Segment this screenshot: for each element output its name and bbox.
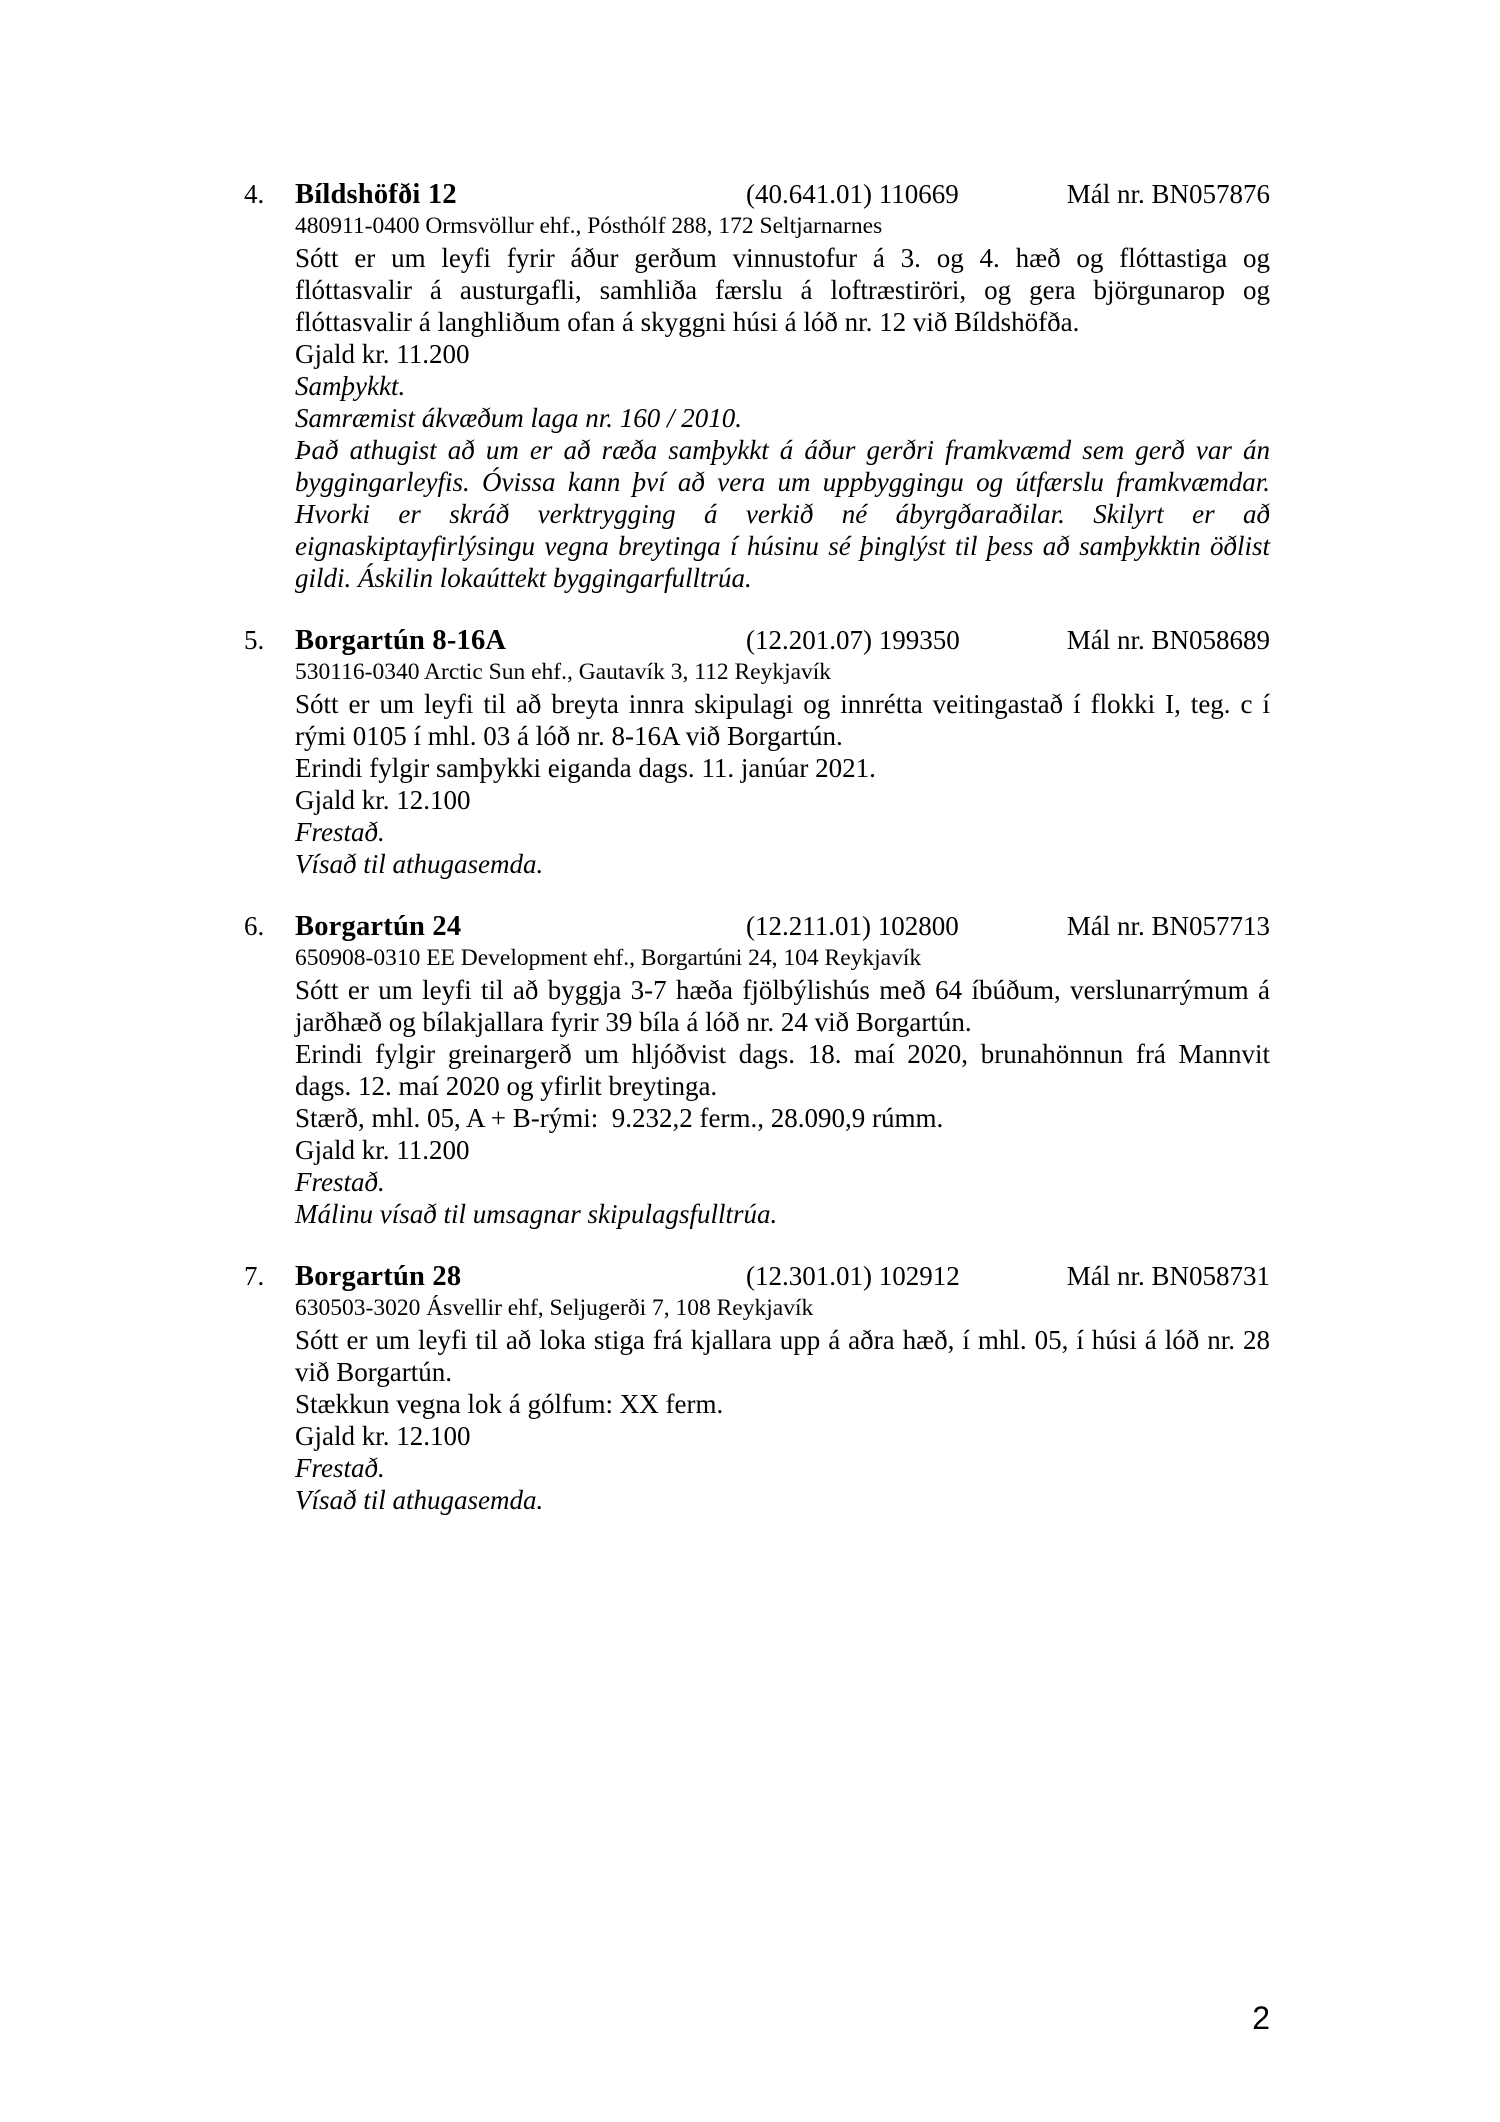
item-body	[295, 624, 1270, 880]
item-paragraphs	[295, 1324, 1270, 1516]
item-case-number: Mál nr. BN058689	[1066, 625, 1270, 655]
text-line: Frestað.	[295, 817, 385, 847]
decision-paragraph	[295, 848, 1270, 880]
text-line: við Borgartún.	[295, 1357, 452, 1387]
text-line: Gjald kr. 12.100	[295, 785, 471, 815]
text-line: rými 0105 í mhl. 03 á lóð nr. 8-16A við Borgartún.	[295, 721, 843, 751]
text-line: Það athugist að um er að ræða samþykkt á áður gerðri framkvæmd sem gerð var án	[295, 435, 1270, 465]
item-case-number: Mál nr. BN058731	[1066, 1261, 1270, 1291]
description-paragraph	[295, 1324, 1270, 1388]
item-owner: 480911-0400 Ormsvöllur ehf., Pósthólf 288, 172 Seltjarnarnes	[295, 213, 883, 239]
item-address: Borgartún 8-16A	[295, 625, 507, 656]
decision-paragraph	[295, 1452, 1270, 1484]
description-paragraph	[295, 338, 1270, 370]
item-case-number: Mál nr. BN057876	[1066, 179, 1270, 209]
agenda-item	[244, 1260, 1270, 1516]
item-number: 5.	[244, 625, 265, 655]
item-body	[295, 910, 1270, 1230]
text-line: Sótt er um leyfi fyrir áður gerðum vinnustofur á 3. og 4. hæð og flóttastiga og	[295, 243, 1270, 273]
description-paragraph	[295, 1134, 1270, 1166]
text-line: Vísað til athugasemda.	[295, 849, 544, 879]
item-number: 6.	[244, 911, 265, 941]
decision-paragraph	[295, 1198, 1270, 1230]
text-line: Vísað til athugasemda.	[295, 1485, 544, 1515]
agenda-item	[244, 178, 1270, 594]
text-line: Sótt er um leyfi til að breyta innra skipulagi og innrétta veitingastað í flokki I, teg. c í	[295, 689, 1270, 719]
text-line: jarðhæð og bílakjallara fyrir 39 bíla á lóð nr. 24 við Borgartún.	[295, 1007, 972, 1037]
description-paragraph	[295, 1038, 1270, 1102]
description-paragraph	[295, 784, 1270, 816]
item-owner: 530116-0340 Arctic Sun ehf., Gautavík 3, 112 Reykjavík	[295, 659, 832, 685]
description-paragraph	[295, 1388, 1270, 1420]
decision-paragraph	[295, 1166, 1270, 1198]
item-body	[295, 1260, 1270, 1516]
text-line: gildi. Áskilin lokaúttekt byggingarfulltrúa.	[295, 563, 752, 593]
text-line: eignaskiptayfirlýsingu vegna breytinga í húsinu sé þinglýst til þess að samþykktin öðlist	[295, 531, 1270, 561]
decision-paragraph	[295, 816, 1270, 848]
text-line: Stækkun vegna lok á gólfum: XX ferm.	[295, 1389, 724, 1419]
text-line: Hvorki er skráð verktrygging á verkið né ábyrgðaraðilar. Skilyrt er að	[295, 499, 1270, 529]
item-header	[295, 1260, 1270, 1292]
item-paragraphs	[295, 242, 1270, 594]
description-paragraph	[295, 1420, 1270, 1452]
text-line: dags. 12. maí 2020 og yfirlit breytinga.	[295, 1071, 718, 1101]
text-line: Samræmist ákvæðum laga nr. 160 / 2010.	[295, 403, 743, 433]
decision-paragraph	[295, 370, 1270, 402]
agenda-item	[244, 624, 1270, 880]
text-line: flóttasvalir á austurgafli, samhliða færslu á loftræstiröri, og gera björgunarop og	[295, 275, 1270, 305]
item-property-code: (12.211.01) 102800	[746, 911, 959, 941]
item-property-code: (12.201.07) 199350	[746, 625, 960, 655]
text-line: Gjald kr. 12.100	[295, 1421, 471, 1451]
description-paragraph	[295, 688, 1270, 752]
text-line: Frestað.	[295, 1453, 385, 1483]
text-line: byggingarleyfis. Óvissa kann því að vera um uppbyggingu og útfærslu framkvæmdar.	[295, 467, 1270, 497]
item-case-number: Mál nr. BN057713	[1066, 911, 1270, 941]
item-address: Bíldshöfði 12	[295, 179, 457, 210]
text-line: Gjald kr. 11.200	[295, 1135, 470, 1165]
decision-paragraph	[295, 1484, 1270, 1516]
agenda-item	[244, 910, 1270, 1230]
item-property-code: (40.641.01) 110669	[746, 179, 959, 209]
item-body	[295, 178, 1270, 594]
item-address: Borgartún 24	[295, 911, 462, 942]
text-line: Erindi fylgir greinargerð um hljóðvist dags. 18. maí 2020, brunahönnun frá Mannvit	[295, 1039, 1270, 1069]
text-line: Gjald kr. 11.200	[295, 339, 470, 369]
item-header	[295, 910, 1270, 942]
page-number: 2	[1252, 2000, 1270, 2036]
description-paragraph	[295, 974, 1270, 1038]
item-number: 7.	[244, 1261, 265, 1291]
item-header	[295, 178, 1270, 210]
item-header	[295, 624, 1270, 656]
agenda-items-list	[244, 178, 1270, 1546]
decision-paragraph	[295, 402, 1270, 434]
item-owner: 650908-0310 EE Development ehf., Borgartúni 24, 104 Reykjavík	[295, 945, 922, 971]
item-paragraphs	[295, 688, 1270, 880]
text-line: flóttasvalir á langhliðum ofan á skyggni húsi á lóð nr. 12 við Bíldshöfða.	[295, 307, 1080, 337]
item-owner: 630503-3020 Ásvellir ehf, Seljugerði 7, 108 Reykjavík	[295, 1295, 814, 1321]
item-property-code: (12.301.01) 102912	[746, 1261, 960, 1291]
text-line: Stærð, mhl. 05, A + B-rými: 9.232,2 ferm., 28.090,9 rúmm.	[295, 1103, 944, 1133]
decision-paragraph	[295, 434, 1270, 594]
item-address: Borgartún 28	[295, 1261, 462, 1292]
text-line: Málinu vísað til umsagnar skipulagsfulltrúa.	[295, 1199, 778, 1229]
text-line: Sótt er um leyfi til að loka stiga frá kjallara upp á aðra hæð, í mhl. 05, í húsi á lóð nr. 28	[295, 1325, 1270, 1355]
item-number: 4.	[244, 179, 265, 209]
text-line: Sótt er um leyfi til að byggja 3-7 hæða fjölbýlishús með 64 íbúðum, verslunarrýmum á	[295, 975, 1270, 1005]
description-paragraph	[295, 242, 1270, 338]
description-paragraph	[295, 752, 1270, 784]
text-line: Frestað.	[295, 1167, 385, 1197]
description-paragraph	[295, 1102, 1270, 1134]
text-line: Samþykkt.	[295, 371, 406, 401]
item-paragraphs	[295, 974, 1270, 1230]
text-line: Erindi fylgir samþykki eiganda dags. 11. janúar 2021.	[295, 753, 876, 783]
